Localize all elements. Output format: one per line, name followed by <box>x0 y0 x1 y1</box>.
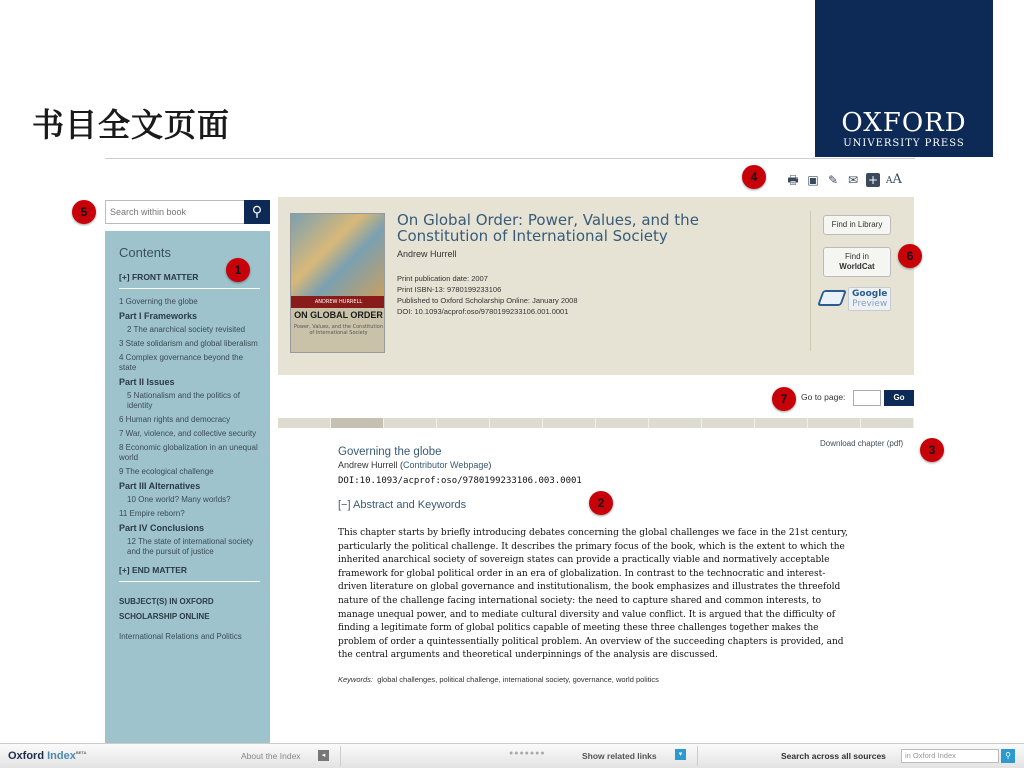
page-seg[interactable] <box>861 418 914 428</box>
book-info <box>397 212 792 317</box>
toc-chapter-link[interactable]: 6 Human rights and democracy <box>119 415 231 424</box>
contributor-webpage-link[interactable]: Contributor Webpage <box>403 460 489 470</box>
worldcat-label-1: Find in <box>844 252 869 261</box>
search-within-book <box>105 200 270 224</box>
oxford-index-search-input[interactable]: in Oxford Index <box>901 749 999 763</box>
keywords <box>338 675 853 684</box>
page-seg[interactable] <box>278 418 331 428</box>
front-matter-toggle[interactable]: [+] FRONT MATTER <box>119 268 260 289</box>
worldcat-label-2: WorldCat <box>839 262 875 271</box>
page-seg[interactable] <box>755 418 808 428</box>
page-seg[interactable] <box>384 418 437 428</box>
save-icon[interactable]: ▣ <box>807 172 819 187</box>
meta-online-date: Published to Oxford Scholarship Online: January 2008 <box>397 296 578 305</box>
slide-title: 书目全文页面 <box>32 106 231 144</box>
brand-oxford: Oxford <box>8 750 45 762</box>
brand-index: Index <box>47 750 76 762</box>
end-matter-toggle[interactable]: [+] END MATTER <box>119 561 260 582</box>
goto-page-label: Go to page: <box>801 392 846 402</box>
divider <box>105 158 915 159</box>
cover-map <box>291 214 385 296</box>
oxford-index-bar <box>0 743 1024 768</box>
loading-dots: ●●●●●●● <box>509 750 546 757</box>
oxford-logo <box>815 0 993 157</box>
page-toolbar <box>786 172 902 187</box>
subject-link[interactable]: International Relations and Politics <box>119 632 242 641</box>
callout-marker: 5 <box>72 200 96 224</box>
divider <box>810 211 811 351</box>
callout-marker: 3 <box>920 438 944 462</box>
toc-chapter-link[interactable]: 10 One world? Many worlds? <box>127 495 231 504</box>
page-seg[interactable] <box>437 418 490 428</box>
search-icon: ⚲ <box>1005 751 1011 760</box>
contents-sidebar <box>105 231 270 743</box>
book-header <box>278 197 914 375</box>
page-seg[interactable] <box>543 418 596 428</box>
email-icon[interactable]: ✉ <box>847 172 859 187</box>
keywords-list: global challenges, political challenge, international society, governance, world politics <box>377 674 659 684</box>
search-icon: ⚲ <box>251 204 263 220</box>
search-sources-label: Search across all sources <box>781 751 886 761</box>
abstract-toggle[interactable]: [−] Abstract and Keywords <box>338 499 467 511</box>
page-seg[interactable] <box>702 418 755 428</box>
toc-chapter-link[interactable]: 5 Nationalism and the politics of identity <box>127 391 240 410</box>
callout-marker: 7 <box>772 387 796 411</box>
book-author: Andrew Hurrell <box>397 249 457 259</box>
callout-marker: 6 <box>898 244 922 268</box>
chapter-title[interactable]: Governing the globe <box>338 446 442 458</box>
callout-marker: 1 <box>226 258 250 282</box>
toc-chapter-link[interactable]: 11 Empire reborn? <box>119 509 185 518</box>
page-navigation-bar[interactable] <box>278 418 914 428</box>
toc-chapter-link[interactable]: 4 Complex governance beyond the state <box>119 353 244 372</box>
callout-marker: 4 <box>742 165 766 189</box>
subjects-heading: SUBJECT(S) IN OXFORD SCHOLARSHIP ONLINE <box>119 597 214 621</box>
author-name: Andrew Hurrell <box>338 460 398 470</box>
book-icon <box>817 290 847 306</box>
book-cover <box>290 213 385 353</box>
toc-chapter-link[interactable]: 2 The anarchical society revisited <box>127 325 246 334</box>
chapter-author: Andrew Hurrell (Contributor Webpage) <box>338 460 492 470</box>
toc-chapter-link[interactable]: 7 War, violence, and collective security <box>119 429 257 438</box>
chapter-content <box>338 446 853 684</box>
find-in-library-button[interactable]: Find in Library <box>823 215 891 235</box>
toc-chapter-link[interactable]: 3 State solidarism and global liberalism <box>119 339 258 348</box>
goto-page-button[interactable]: Go <box>884 390 914 406</box>
about-index-link[interactable]: About the Index <box>241 751 301 761</box>
book-meta <box>397 273 792 317</box>
book-title: On Global Order: Power, Values, and the Constitution of International Society <box>397 211 699 245</box>
toc-chapter-link[interactable]: 8 Economic globalization in an unequal world <box>119 443 258 462</box>
expand-icon[interactable]: ▾ <box>675 749 686 760</box>
google-label: Google <box>852 289 888 299</box>
toc-part[interactable]: Part I Frameworks <box>119 311 198 321</box>
meta-isbn: Print ISBN-13: 9780199233106 <box>397 285 502 294</box>
page-seg-current[interactable] <box>331 418 384 428</box>
meta-doi: DOI: 10.1093/acprof:oso/9780199233106.001.0001 <box>397 307 569 316</box>
beta-badge: BETA <box>75 750 87 755</box>
logo-oxford: OXFORD <box>841 108 967 138</box>
toc-chapter-link[interactable]: 12 The state of international society and the pursuit of justice <box>127 537 254 556</box>
toc-part[interactable]: Part IV Conclusions <box>119 523 205 533</box>
download-chapter-link[interactable]: Download chapter (pdf) <box>820 439 904 448</box>
text-size-toggle[interactable]: AA <box>886 172 902 187</box>
page-seg[interactable] <box>649 418 702 428</box>
preview-label: Preview <box>852 299 888 309</box>
cover-subtitle: Power, Values, and the Constitution of International Society <box>294 324 383 336</box>
page-seg[interactable] <box>596 418 649 428</box>
logo-up: UNIVERSITY PRESS <box>843 138 965 149</box>
print-icon[interactable]: 🖶 <box>787 172 799 187</box>
keywords-label: Keywords: <box>338 674 374 684</box>
cover-title: ON GLOBAL ORDER <box>294 310 383 320</box>
show-related-links[interactable]: Show related links <box>582 751 657 761</box>
abstract-text: This chapter starts by briefly introducing debates concerning the global challenges we face in the 21st century, particularly the political challenge. It describes the primary focus of the book, which is the extent to which the inherited anarchical society of sovereign states can provide a practically viable and normatively acceptable framework for global political order in an era of globalization. In contrast to the technocratic and interest-driven literature on global governance and institutionalism, the book emphasizes and illustrates the threefold nature of the challenge facing international society: the need to capture shared and common interests, to manage unequal power, and to mediate cultural diversity and value conflict. It is argued that the difficulty of finding a legitimate form of global politics capable of meeting these three challenges together makes the problem of order a quintessentially political problem. An overview of the succeeding chapters is provided, and the central arguments and theoretical underpinnings of the analysis are discussed. <box>338 528 849 661</box>
callout-marker: 2 <box>589 491 613 515</box>
toc-chapter-link[interactable]: 1 Governing the globe <box>119 297 198 306</box>
search-input[interactable] <box>106 201 244 223</box>
collapse-icon[interactable]: ◂ <box>318 750 329 761</box>
divider <box>340 746 341 766</box>
page-seg[interactable] <box>490 418 543 428</box>
plus-icon[interactable]: + <box>867 172 879 187</box>
goto-page-input[interactable] <box>853 390 881 406</box>
toc-part[interactable]: Part III Alternatives <box>119 481 201 491</box>
google-preview-button[interactable] <box>820 287 892 309</box>
page-seg[interactable] <box>808 418 861 428</box>
oxford-index-brand[interactable] <box>8 750 86 762</box>
search-button[interactable] <box>244 200 270 224</box>
toc-part[interactable]: Part II Issues <box>119 377 175 387</box>
chapter-doi: DOI:10.1093/acprof:oso/9780199233106.003.0001 <box>338 476 582 486</box>
google-preview-label <box>848 287 891 311</box>
contents-heading: Contents <box>119 245 172 260</box>
oxford-index-search-button[interactable] <box>1001 749 1015 763</box>
annotate-icon[interactable]: ✎ <box>827 172 839 187</box>
find-in-worldcat-button[interactable] <box>823 247 891 277</box>
toc-chapter-link[interactable]: 9 The ecological challenge <box>119 467 214 476</box>
cover-author: ANDREW HURRELL <box>291 296 385 308</box>
meta-print-date: Print publication date: 2007 <box>397 274 488 283</box>
toc-list <box>119 297 260 557</box>
divider <box>697 746 698 766</box>
